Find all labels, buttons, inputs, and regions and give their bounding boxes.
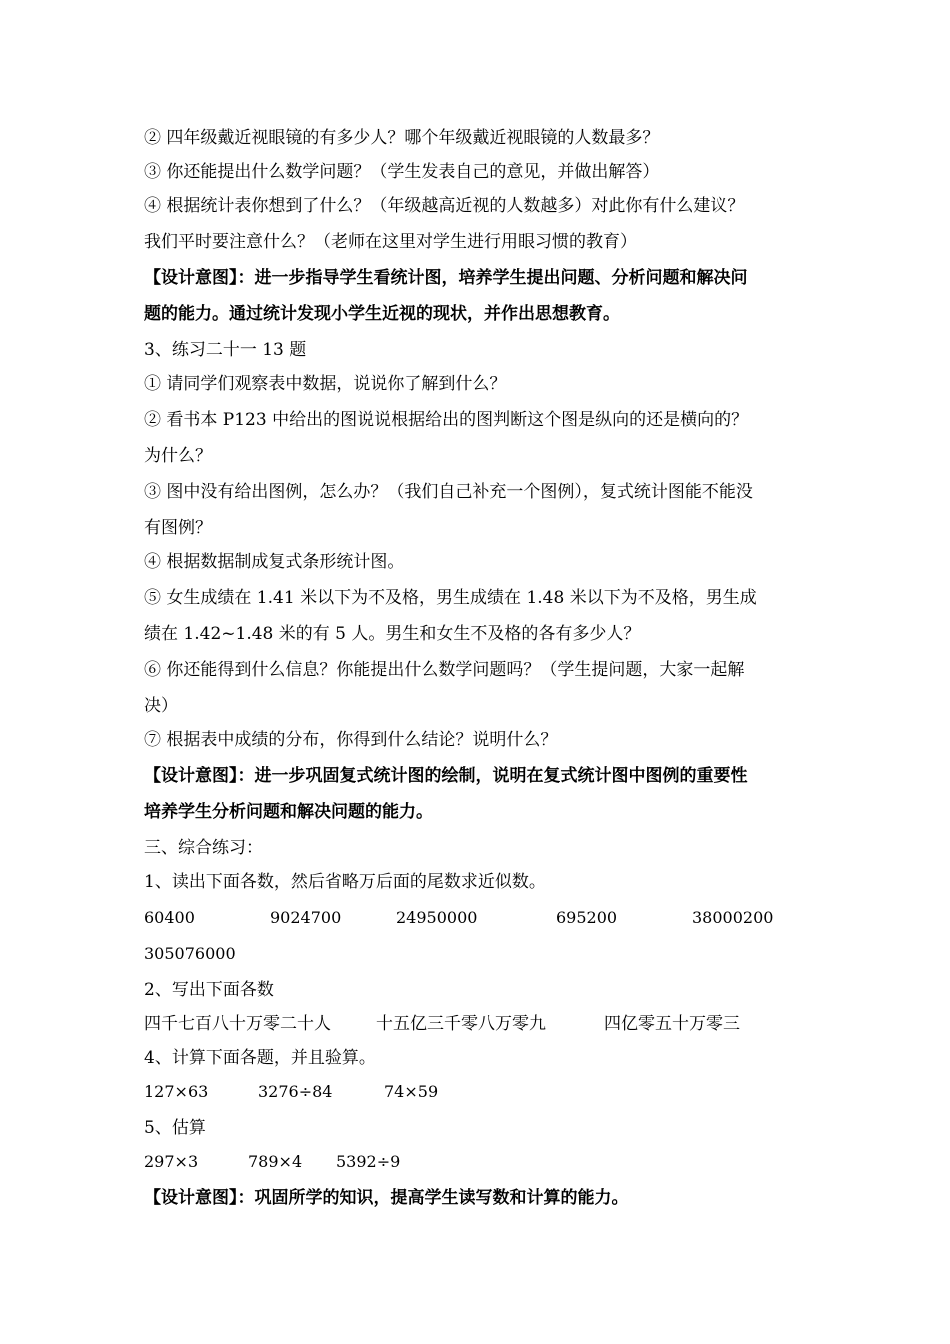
exercise-instruction: 1、读出下面各数，然后省略万后面的尾数求近似数。 <box>144 872 546 892</box>
write-number-item: 十五亿三千零八万零九 <box>376 1014 546 1034</box>
estimate-item: 789×4 <box>248 1152 303 1171</box>
question-line: 我们平时要注意什么？（老师在这里对学生进行用眼习惯的教育） <box>144 232 637 252</box>
design-intent: 【设计意图】：巩固所学的知识，提高学生读写数和计算的能力。 <box>144 1188 629 1208</box>
question-line: ② 看书本 P123 中给出的图说说根据给出的图判断这个图是纵向的还是横向的？ <box>144 410 749 430</box>
estimate-item: 5392÷9 <box>336 1152 401 1171</box>
estimate-item: 297×3 <box>144 1152 199 1171</box>
number-item: 60400 <box>144 908 195 927</box>
question-line: ⑦ 根据表中成绩的分布，你得到什么结论？说明什么？ <box>144 730 558 750</box>
question-line: 绩在 1.42~1.48 米的有 5 人。男生和女生不及格的各有多少人？ <box>144 624 641 644</box>
question-line: ⑥ 你还能得到什么信息？你能提出什么数学问题吗？（学生提问题，大家一起解 <box>144 660 745 680</box>
exercise-instruction: 2、写出下面各数 <box>144 980 274 1000</box>
question-line: ④ 根据数据制成复式条形统计图。 <box>144 552 405 572</box>
number-item: 305076000 <box>144 944 236 963</box>
exercise-instruction: 5、估算 <box>144 1118 206 1138</box>
question-line: ③ 你还能提出什么数学问题？（学生发表自己的意见，并做出解答） <box>144 162 660 182</box>
question-line: ③ 图中没有给出图例，怎么办？（我们自己补充一个图例），复式统计图能不能没 <box>144 482 753 502</box>
question-line: ① 请同学们观察表中数据，说说你了解到什么？ <box>144 374 507 394</box>
design-intent: 【设计意图】：进一步巩固复式统计图的绘制，说明在复式统计图中图例的重要性 <box>144 766 748 786</box>
calc-item: 127×63 <box>144 1082 209 1101</box>
question-line: 为什么？ <box>144 446 212 466</box>
question-line: 有图例？ <box>144 518 212 538</box>
number-item: 24950000 <box>396 908 478 927</box>
design-intent: 题的能力。通过统计发现小学生近视的现状，并作出思想教育。 <box>144 304 620 324</box>
design-intent: 培养学生分析问题和解决问题的能力。 <box>144 802 433 822</box>
question-line: ② 四年级戴近视眼镜的有多少人？哪个年级戴近视眼镜的人数最多？ <box>144 128 660 148</box>
write-number-item: 四亿零五十万零三 <box>604 1014 740 1034</box>
write-number-item: 四千七百八十万零二十人 <box>144 1014 331 1034</box>
question-line: 决） <box>144 696 178 716</box>
calc-item: 74×59 <box>384 1082 439 1101</box>
design-intent: 【设计意图】：进一步指导学生看统计图，培养学生提出问题、分析问题和解决问 <box>144 268 748 288</box>
calc-item: 3276÷84 <box>258 1082 333 1101</box>
number-item: 695200 <box>556 908 618 927</box>
number-item: 38000200 <box>692 908 774 927</box>
exercise-instruction: 4、计算下面各题，并且验算。 <box>144 1048 376 1068</box>
section-heading: 3、练习二十一 13 题 <box>144 340 307 360</box>
number-item: 9024700 <box>270 908 342 927</box>
section-heading: 三、综合练习： <box>144 838 263 858</box>
question-line: ⑤ 女生成绩在 1.41 米以下为不及格，男生成绩在 1.48 米以下为不及格，男生成 <box>144 588 757 608</box>
question-line: ④ 根据统计表你想到了什么？（年级越高近视的人数越多）对此你有什么建议？ <box>144 196 745 216</box>
